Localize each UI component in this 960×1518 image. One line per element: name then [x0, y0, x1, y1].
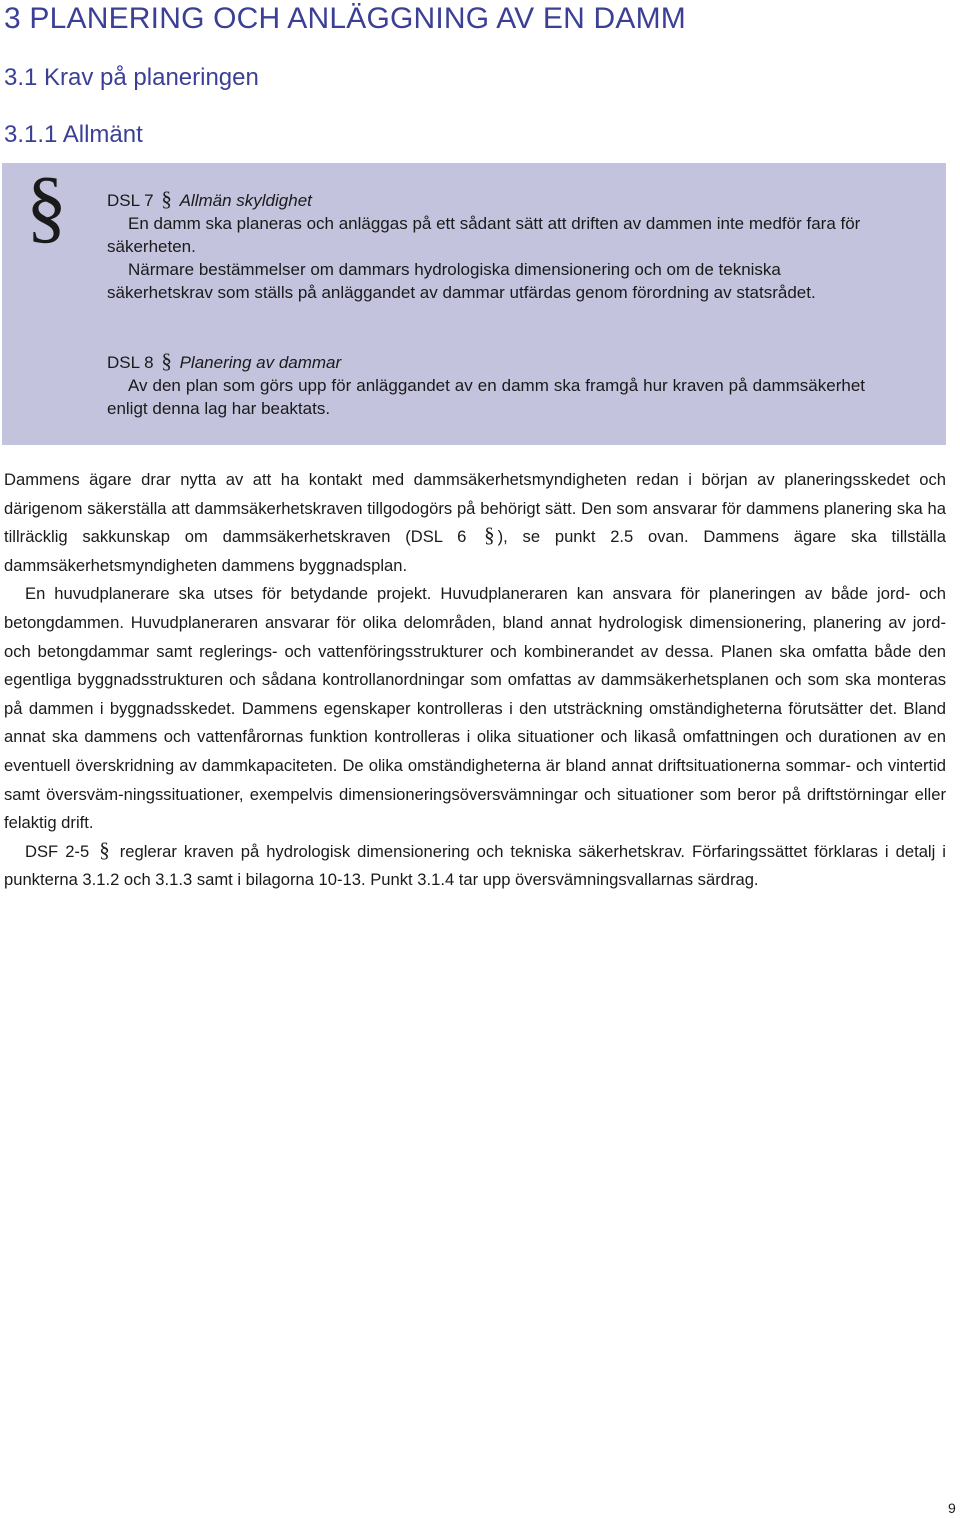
section-sign-icon: § — [484, 523, 495, 548]
body-text-segment: ), se punkt 2.5 ovan. Dammens ägare ska tillställa dammsäkerhetsmyndigheten dammens byggnadsplan. — [4, 527, 946, 575]
law-title: Allmän skyldighet — [179, 191, 312, 210]
paragraph-sign-icon: § — [26, 160, 67, 251]
law-paragraph: Av den plan som görs upp för anläggandet av en damm ska framgå hur kraven på dammsäkerhet enligt denna lag har beaktats. — [107, 376, 865, 418]
section-heading: 3.1 Krav på planeringen — [4, 64, 259, 91]
law-code: DSL 8 — [107, 353, 154, 372]
law-entry-dsl7 — [107, 189, 865, 304]
section-sign-icon: § — [161, 349, 172, 373]
body-text-segment: DSF 2-5 — [25, 841, 90, 861]
law-excerpt-box — [2, 160, 946, 445]
law-paragraph: Närmare bestämmelser om dammars hydrologiska dimensionering och om de tekniska säkerhetskrav som ställs på anläggandet av dammar utfärdas genom förordning av statsrådet. — [107, 260, 816, 302]
body-text — [4, 466, 946, 895]
body-paragraph — [4, 466, 946, 580]
law-title-line — [107, 189, 865, 212]
law-title-line — [107, 351, 865, 374]
body-paragraph — [4, 838, 946, 895]
section-sign-icon: § — [99, 837, 110, 862]
law-entry-dsl8 — [107, 351, 865, 420]
page-number: 9 — [948, 1500, 956, 1516]
body-paragraph: En huvudplanerare ska utses för betydande projekt. Huvudplaneraren kan ansvara för planeringen av både jord- och betongdammen. Huvudplaneraren ansvarar för olika delområden, bland annat hydrologisk dimensionering, planering av jord- och betongdammar samt reglerings- och vattenföringsstrukturer och kombinerandet av dessa. Planen ska omfatta både den egentliga byggnadsstrukturen och sådana kontrollanordningar som omfattas av dammsäkerhetsplanen och som ska monteras på dammen i byggnadsskedet. Dammens egenskaper kontrolleras i den utsträckning omständigheterna förutsätter det. Bland annat ska dammens och vattenfårornas funktion kontrolleras i olika situationer och likaså omfattningen och durationen av en eventuell överskridning av dammkapaciteten. De olika omständigheterna är bland annat driftsituationerna sommar- och vintertid samt översväm-ningssituationer, exempelvis dimensioneringsöversvämningar och situationer som beror på driftstörningar eller felaktig drift. — [4, 584, 946, 833]
body-text-segment: Dammens ägare drar nytta av att ha kontakt med dammsäkerhetsmyndigheten redan i början av planeringsskedet och därigenom säkerställa att dammsäkerhetskraven tillgodogörs på behörigt sätt. Den som ansvarar för dammens planering ska ha tillräcklig sakkunskap om dammsäkerhetskraven (DSL 6 — [4, 470, 946, 547]
law-paragraph: En damm ska planeras och anläggas på ett sådant sätt att driften av dammen inte medför fara för säkerheten. — [107, 214, 861, 256]
body-text-segment: reglerar kraven på hydrologisk dimensionering och tekniska säkerhetskrav. Förfaringssättet förklaras i detalj i punkterna 3.1.2 och 3.1.3 samt i bilagorna 10-13. Punkt 3.1.4 tar upp översvämningsvallarnas särdrag. — [4, 841, 946, 890]
chapter-heading: 3 PLANERING OCH ANLÄGGNING AV EN DAMM — [4, 2, 686, 35]
law-title: Planering av dammar — [179, 353, 342, 372]
section-sign-icon: § — [161, 187, 172, 211]
subsection-heading: 3.1.1 Allmänt — [4, 121, 143, 148]
law-code: DSL 7 — [107, 191, 154, 210]
